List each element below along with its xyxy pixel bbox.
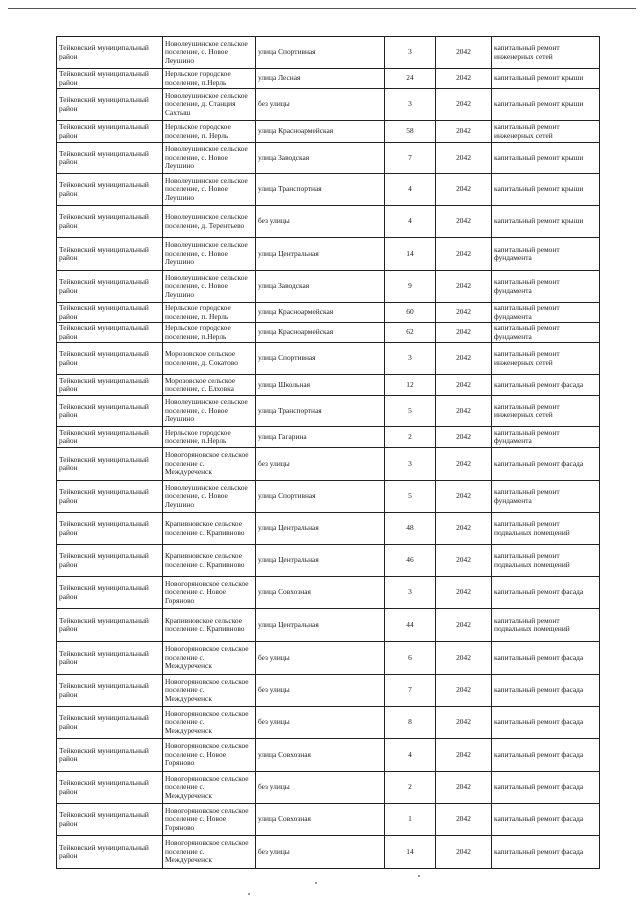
year-cell: 2042 <box>436 89 492 121</box>
work-type-cell: капитальный ремонт фасада <box>492 707 600 739</box>
year-cell: 2042 <box>436 707 492 739</box>
settlement-cell: Новогоряновское сельское поселение с. Междуреченск <box>163 675 256 707</box>
year-cell: 2042 <box>436 545 492 577</box>
street-cell: улица Школьная <box>256 375 385 396</box>
house-number-cell: 5 <box>385 396 436 427</box>
settlement-cell: Новогоряновское сельское поселение с. Междуреченск <box>163 642 256 675</box>
house-number-cell: 12 <box>385 375 436 396</box>
district-cell: Тейковский муниципальный район <box>57 89 163 121</box>
district-cell: Тейковский муниципальный район <box>57 642 163 675</box>
settlement-cell: Нерльское городское поселение, п.Нерль <box>163 323 256 343</box>
settlement-cell: Нерльское городское поселение, п. Нерль <box>163 303 256 323</box>
district-cell: Тейковский муниципальный район <box>57 121 163 143</box>
year-cell: 2042 <box>436 69 492 89</box>
street-cell: улица Транспортная <box>256 174 385 206</box>
district-cell: Тейковский муниципальный район <box>57 448 163 481</box>
work-type-cell: капитальный ремонт фасада <box>492 448 600 481</box>
table-row <box>57 804 600 836</box>
year-cell: 2042 <box>436 609 492 642</box>
table-row <box>57 513 600 545</box>
settlement-cell: Новолеушинское сельское поселение, с. Новое Леушино <box>163 174 256 206</box>
house-number-cell: 9 <box>385 271 436 303</box>
table-row <box>57 271 600 303</box>
district-cell: Тейковский муниципальный район <box>57 707 163 739</box>
district-cell: Тейковский муниципальный район <box>57 772 163 804</box>
settlement-cell: Новогоряновское сельское поселение с. Новое Горяново <box>163 739 256 772</box>
settlement-cell: Нерльское городское поселение, п.Нерль <box>163 69 256 89</box>
table-row <box>57 323 600 343</box>
house-number-cell: 60 <box>385 303 436 323</box>
work-type-cell: капитальный ремонт крыши <box>492 174 600 206</box>
district-cell: Тейковский муниципальный район <box>57 545 163 577</box>
work-type-cell: капитальный ремонт фасада <box>492 772 600 804</box>
district-cell: Тейковский муниципальный район <box>57 427 163 448</box>
house-number-cell: 4 <box>385 174 436 206</box>
street-cell: без улицы <box>256 206 385 238</box>
year-cell: 2042 <box>436 271 492 303</box>
district-cell: Тейковский муниципальный район <box>57 238 163 271</box>
year-cell: 2042 <box>436 121 492 143</box>
settlement-cell: Крапивновское сельское поселение с. Крапивново <box>163 545 256 577</box>
year-cell: 2042 <box>436 238 492 271</box>
house-number-cell: 24 <box>385 69 436 89</box>
table-row <box>57 545 600 577</box>
settlement-cell: Новолеушинское сельское поселение, с. Новое Леушино <box>163 481 256 513</box>
district-cell: Тейковский муниципальный район <box>57 206 163 238</box>
table-row <box>57 69 600 89</box>
street-cell: без улицы <box>256 642 385 675</box>
year-cell: 2042 <box>436 143 492 174</box>
year-cell: 2042 <box>436 642 492 675</box>
year-cell: 2042 <box>436 427 492 448</box>
scan-speck <box>315 882 317 884</box>
street-cell: улица Спортивная <box>256 481 385 513</box>
house-number-cell: 4 <box>385 739 436 772</box>
house-number-cell: 3 <box>385 448 436 481</box>
district-cell: Тейковский муниципальный район <box>57 396 163 427</box>
work-type-cell: капитальный ремонт фундамента <box>492 303 600 323</box>
work-type-cell: капитальный ремонт инженерных сетей <box>492 37 600 69</box>
street-cell: улица Совхозная <box>256 804 385 836</box>
work-type-cell: капитальный ремонт фасада <box>492 836 600 869</box>
street-cell: улица Центральная <box>256 238 385 271</box>
settlement-cell: Новолеушинское сельское поселение, д. Станция Сахтыш <box>163 89 256 121</box>
work-type-cell: капитальный ремонт крыши <box>492 69 600 89</box>
settlement-cell: Новогоряновское сельское поселение с. Новое Горяново <box>163 804 256 836</box>
table-row <box>57 37 600 69</box>
table-row <box>57 303 600 323</box>
house-number-cell: 4 <box>385 206 436 238</box>
district-cell: Тейковский муниципальный район <box>57 303 163 323</box>
work-type-cell: капитальный ремонт фасада <box>492 577 600 609</box>
house-number-cell: 5 <box>385 481 436 513</box>
table-row <box>57 836 600 869</box>
work-type-cell: капитальный ремонт фундамента <box>492 238 600 271</box>
house-number-cell: 44 <box>385 609 436 642</box>
table-row <box>57 396 600 427</box>
settlement-cell: Новолеушинское сельское поселение, с. Новое Леушино <box>163 238 256 271</box>
district-cell: Тейковский муниципальный район <box>57 804 163 836</box>
house-number-cell: 2 <box>385 427 436 448</box>
year-cell: 2042 <box>436 375 492 396</box>
table-row <box>57 739 600 772</box>
street-cell: без улицы <box>256 675 385 707</box>
work-type-cell: капитальный ремонт фасада <box>492 804 600 836</box>
settlement-cell: Нерльское городское поселение, п. Нерль <box>163 121 256 143</box>
year-cell: 2042 <box>436 448 492 481</box>
street-cell: без улицы <box>256 707 385 739</box>
table-row <box>57 675 600 707</box>
scan-speck <box>418 875 420 877</box>
street-cell: улица Красноармейская <box>256 303 385 323</box>
year-cell: 2042 <box>436 396 492 427</box>
table-row <box>57 143 600 174</box>
year-cell: 2042 <box>436 836 492 869</box>
district-cell: Тейковский муниципальный район <box>57 375 163 396</box>
table-row <box>57 772 600 804</box>
house-number-cell: 1 <box>385 804 436 836</box>
settlement-cell: Новолеушинское сельское поселение, с. Новое Леушино <box>163 143 256 174</box>
street-cell: без улицы <box>256 772 385 804</box>
year-cell: 2042 <box>436 739 492 772</box>
work-type-cell: капитальный ремонт инженерных сетей <box>492 396 600 427</box>
work-type-cell: капитальный ремонт фундамента <box>492 271 600 303</box>
street-cell: улица Центральная <box>256 609 385 642</box>
district-cell: Тейковский муниципальный район <box>57 343 163 375</box>
house-number-cell: 58 <box>385 121 436 143</box>
settlement-cell: Новолеушинское сельское поселение, с. Новое Леушино <box>163 396 256 427</box>
street-cell: улица Совхозная <box>256 739 385 772</box>
house-number-cell: 8 <box>385 707 436 739</box>
settlement-cell: Крапивновское сельское поселение с. Крапивново <box>163 609 256 642</box>
work-type-cell: капитальный ремонт фундамента <box>492 481 600 513</box>
table-row <box>57 427 600 448</box>
settlement-cell: Новолеушинское сельское поселение, д. Терентьево <box>163 206 256 238</box>
year-cell: 2042 <box>436 37 492 69</box>
street-cell: без улицы <box>256 836 385 869</box>
street-cell: улица Красноармейская <box>256 323 385 343</box>
street-cell: улица Транспортная <box>256 396 385 427</box>
settlement-cell: Новогоряновское сельское поселение с. Новое Горяново <box>163 577 256 609</box>
house-number-cell: 2 <box>385 772 436 804</box>
work-type-cell: капитальный ремонт инженерных сетей <box>492 343 600 375</box>
house-number-cell: 7 <box>385 143 436 174</box>
district-cell: Тейковский муниципальный район <box>57 739 163 772</box>
table-row <box>57 343 600 375</box>
table-row <box>57 89 600 121</box>
street-cell: улица Совхозная <box>256 577 385 609</box>
district-cell: Тейковский муниципальный район <box>57 69 163 89</box>
year-cell: 2042 <box>436 174 492 206</box>
house-number-cell: 3 <box>385 343 436 375</box>
table-row <box>57 121 600 143</box>
work-type-cell: капитальный ремонт фундамента <box>492 323 600 343</box>
district-cell: Тейковский муниципальный район <box>57 143 163 174</box>
settlement-cell: Новолеушинское сельское поселение, с. Новое Леушино <box>163 37 256 69</box>
settlement-cell: Крапивновское сельское поселение с. Крапивново <box>163 513 256 545</box>
table-row <box>57 481 600 513</box>
district-cell: Тейковский муниципальный район <box>57 37 163 69</box>
street-cell: без улицы <box>256 448 385 481</box>
work-type-cell: капитальный ремонт подвальных помещений <box>492 513 600 545</box>
district-cell: Тейковский муниципальный район <box>57 836 163 869</box>
street-cell: улица Заводская <box>256 271 385 303</box>
house-number-cell: 3 <box>385 37 436 69</box>
work-type-cell: капитальный ремонт фасада <box>492 739 600 772</box>
work-type-cell: капитальный ремонт фундамента <box>492 427 600 448</box>
settlement-cell: Нерльское городское поселение, п.Нерль <box>163 427 256 448</box>
house-number-cell: 46 <box>385 545 436 577</box>
year-cell: 2042 <box>436 343 492 375</box>
street-cell: улица Лесная <box>256 69 385 89</box>
settlement-cell: Новолеушинское сельское поселение, с. Новое Леушино <box>163 271 256 303</box>
district-cell: Тейковский муниципальный район <box>57 513 163 545</box>
settlement-cell: Новогоряновское сельское поселение с. Междуреченск <box>163 448 256 481</box>
table-row <box>57 206 600 238</box>
scan-speck <box>248 893 250 895</box>
street-cell: улица Спортивная <box>256 343 385 375</box>
work-type-cell: капитальный ремонт крыши <box>492 206 600 238</box>
table-row <box>57 707 600 739</box>
year-cell: 2042 <box>436 481 492 513</box>
house-number-cell: 48 <box>385 513 436 545</box>
house-number-cell: 14 <box>385 836 436 869</box>
table-row <box>57 174 600 206</box>
house-number-cell: 6 <box>385 642 436 675</box>
district-cell: Тейковский муниципальный район <box>57 271 163 303</box>
district-cell: Тейковский муниципальный район <box>57 481 163 513</box>
work-type-cell: капитальный ремонт фасада <box>492 675 600 707</box>
street-cell: улица Центральная <box>256 513 385 545</box>
year-cell: 2042 <box>436 513 492 545</box>
street-cell: улица Гагарина <box>256 427 385 448</box>
year-cell: 2042 <box>436 303 492 323</box>
street-cell: улица Центральная <box>256 545 385 577</box>
district-cell: Тейковский муниципальный район <box>57 675 163 707</box>
house-number-cell: 7 <box>385 675 436 707</box>
work-type-cell: капитальный ремонт крыши <box>492 143 600 174</box>
street-cell: улица Заводская <box>256 143 385 174</box>
street-cell: без улицы <box>256 89 385 121</box>
table-body <box>57 37 600 869</box>
table-row <box>57 577 600 609</box>
settlement-cell: Морозовское сельское поселение, с. Елховка <box>163 375 256 396</box>
house-number-cell: 62 <box>385 323 436 343</box>
year-cell: 2042 <box>436 675 492 707</box>
settlement-cell: Новогоряновское сельское поселение с. Междуреченск <box>163 772 256 804</box>
district-cell: Тейковский муниципальный район <box>57 577 163 609</box>
table-row <box>57 642 600 675</box>
street-cell: улица Красноармейская <box>256 121 385 143</box>
work-type-cell: капитальный ремонт крыши <box>492 89 600 121</box>
work-type-cell: капитальный ремонт фасада <box>492 642 600 675</box>
district-cell: Тейковский муниципальный район <box>57 323 163 343</box>
house-number-cell: 3 <box>385 577 436 609</box>
year-cell: 2042 <box>436 804 492 836</box>
street-cell: улица Спортивная <box>256 37 385 69</box>
house-number-cell: 3 <box>385 89 436 121</box>
year-cell: 2042 <box>436 772 492 804</box>
table-row <box>57 375 600 396</box>
year-cell: 2042 <box>436 206 492 238</box>
year-cell: 2042 <box>436 323 492 343</box>
house-number-cell: 14 <box>385 238 436 271</box>
work-type-cell: капитальный ремонт инженерных сетей <box>492 121 600 143</box>
table-row <box>57 448 600 481</box>
settlement-cell: Новогоряновское сельское поселение с. Междуреченск <box>163 707 256 739</box>
settlement-cell: Новогоряновское сельское поселение с. Междуреченск <box>163 836 256 869</box>
work-type-cell: капитальный ремонт фасада <box>492 375 600 396</box>
page-top-rule <box>8 8 636 9</box>
year-cell: 2042 <box>436 577 492 609</box>
work-type-cell: капитальный ремонт подвальных помещений <box>492 545 600 577</box>
settlement-cell: Морозовское сельское поселение, д. Сокатово <box>163 343 256 375</box>
work-type-cell: капитальный ремонт подвальных помещений <box>492 609 600 642</box>
district-cell: Тейковский муниципальный район <box>57 609 163 642</box>
district-cell: Тейковский муниципальный район <box>57 174 163 206</box>
table-row <box>57 609 600 642</box>
table-row <box>57 238 600 271</box>
repair-schedule-table <box>56 36 600 869</box>
